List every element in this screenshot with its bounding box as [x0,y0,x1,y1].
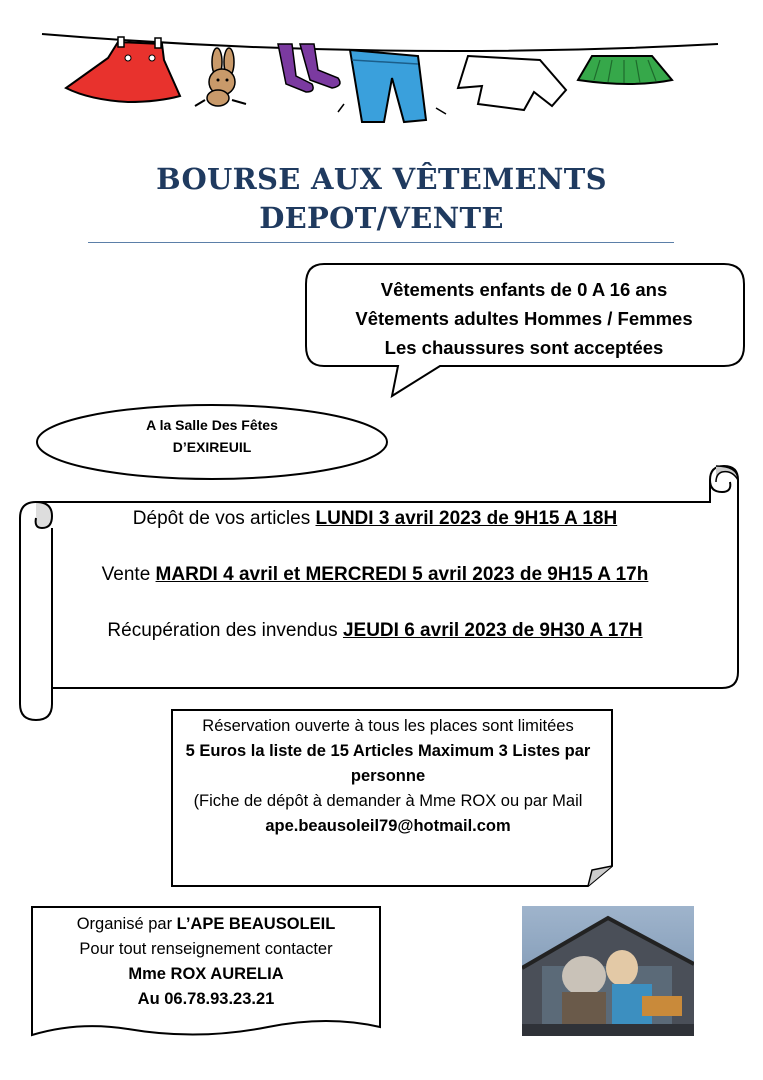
deposit-label: Dépôt de vos articles [132,508,316,529]
sale-label: Vente [101,564,156,585]
title-divider [88,242,674,243]
schedule-scroll [16,462,744,724]
bubble-line-adults: Vêtements adultes Hommes / Femmes [355,308,693,329]
reservation-contact [178,789,598,839]
dress-icon [66,37,180,102]
organizer-contact-name: Mme ROX AURELIA [128,965,284,983]
bubble-line-shoes: Les chaussures sont acceptées [384,337,664,358]
organizer-info [34,912,378,1012]
sale-date: MARDI 4 avril et MERCREDI 5 avril 2023 de 9H15 A 17h [155,564,649,585]
reservation-price: 5 Euros la liste de 15 Articles Maximum 3 Listes par personne [185,742,591,785]
jeans-icon [338,50,446,122]
schedule-deposit [55,508,695,530]
shirt-icon [458,56,566,110]
schedule-pickup [55,620,695,642]
bubble-line-children: Vêtements enfants de 0 A 16 ans [380,279,668,300]
reservation-info [178,714,598,839]
location-venue: A la Salle Des Fêtes [146,417,278,433]
mural-photo [522,906,694,1036]
organizer-phone: Au 06.78.93.23.21 [137,990,275,1008]
skirt-icon [578,56,672,84]
pickup-date: JEUDI 6 avril 2023 de 9H30 A 17H [342,620,643,641]
clothesline-illustration [0,0,763,140]
reservation-email: ape.beausoleil79@hotmail.com [265,817,511,835]
page-title: BOURSE AUX VÊTEMENTS [156,162,607,196]
deposit-date: LUNDI 3 avril 2023 de 9H15 A 18H [315,508,618,529]
organizer-contact-label: Pour tout renseignement contacter [79,940,333,958]
page-subtitle: DEPOT/VENTE [259,201,504,235]
reservation-contact-text: (Fiche de dépôt à demander à Mme ROX ou par Mail [193,792,583,810]
organizer-line [34,912,378,937]
schedule-sale [55,564,695,586]
location-town: D’EXIREUIL [172,439,252,455]
organizer-name: L’APE BEAUSOLEIL [176,915,336,933]
organizer-prefix: Organisé par [76,915,177,933]
pickup-label: Récupération des invendus [107,620,343,641]
location-text [36,414,388,458]
socks-icon [278,44,340,92]
bunny-icon [195,48,246,106]
clothing-categories [306,275,742,362]
reservation-open: Réservation ouverte à tous les places sont limitées [202,717,574,735]
